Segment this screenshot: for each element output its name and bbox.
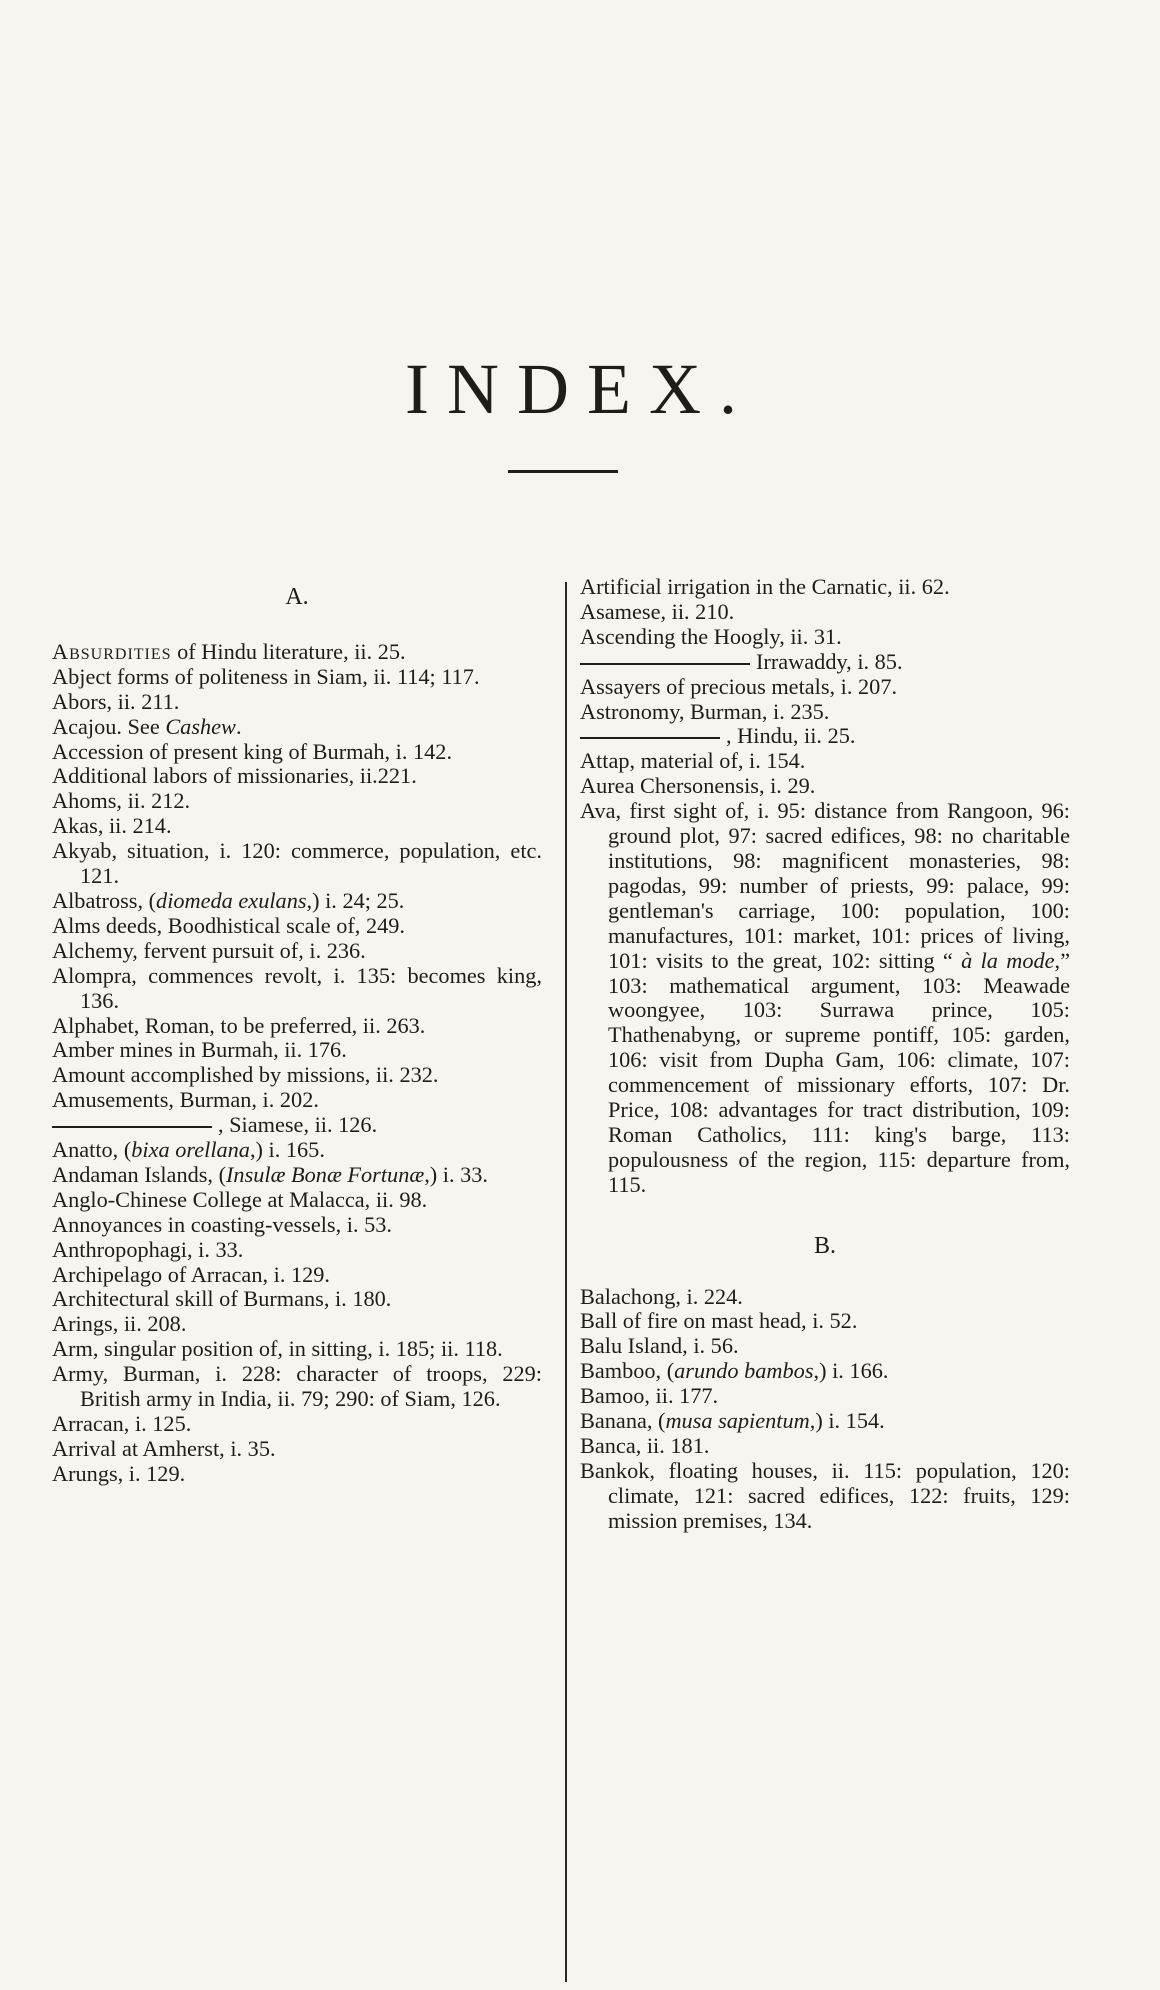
index-entry-text: Archipelago of Arracan, i. 129. xyxy=(52,1261,330,1287)
index-entry-text: Banana, (musa sapientum,) i. 154. xyxy=(580,1408,885,1434)
right-entries-b xyxy=(580,1285,1070,1534)
index-entry-text: Akyab, situation, i. 120: commerce, population, etc. 121. xyxy=(52,838,542,889)
index-entry xyxy=(580,1285,1070,1310)
index-entry xyxy=(52,1163,542,1188)
index-entry xyxy=(52,1063,542,1088)
index-entry-text: Artificial irrigation in the Carnatic, ii. 62. xyxy=(580,574,950,599)
index-entry-text: Amusements, Burman, i. 202. xyxy=(52,1087,319,1113)
index-entry xyxy=(580,600,1070,625)
index-entry xyxy=(52,939,542,964)
index-entry xyxy=(52,1113,542,1138)
index-entry xyxy=(52,1362,542,1412)
index-entry-text: Assayers of precious metals, i. 207. xyxy=(580,673,898,699)
index-entry xyxy=(580,575,1070,600)
right-entries-a xyxy=(580,575,1070,1198)
index-entry-text: Ascending the Hoogly, ii. 31. xyxy=(580,623,842,649)
left-entries xyxy=(52,640,542,1487)
index-entry-text: Abject forms of politeness in Siam, ii. 114; 117. xyxy=(52,663,480,689)
index-entry-text: Anatto, (bixa orellana,) i. 165. xyxy=(52,1137,325,1163)
index-entry-text: Amber mines in Burmah, ii. 176. xyxy=(52,1037,347,1063)
index-entry xyxy=(580,1309,1070,1334)
index-entry xyxy=(52,1462,542,1487)
index-entry-text: Alphabet, Roman, to be preferred, ii. 263. xyxy=(52,1012,426,1038)
index-entry-text: Abors, ii. 211. xyxy=(52,688,180,714)
index-entry-text: Andaman Islands, (Insulæ Bonæ Fortunæ,) i. 33. xyxy=(52,1161,489,1187)
index-entry xyxy=(580,1409,1070,1434)
repeat-dash xyxy=(580,737,720,739)
page-title: INDEX. xyxy=(405,349,755,429)
index-entry xyxy=(52,1312,542,1337)
right-column xyxy=(580,575,1070,1534)
index-entry-text: Aurea Chersonensis, i. 29. xyxy=(580,773,816,799)
index-entry-text: Alms deeds, Boodhistical scale of, 249. xyxy=(52,912,405,938)
index-entry xyxy=(580,749,1070,774)
index-entry-text: Ahoms, ii. 212. xyxy=(52,788,191,814)
index-entry-text: Arracan, i. 125. xyxy=(52,1411,192,1436)
index-entry xyxy=(580,1384,1070,1409)
index-entry xyxy=(52,715,542,740)
repeat-dash xyxy=(580,663,750,665)
index-entry-text: Arings, ii. 208. xyxy=(52,1311,187,1337)
index-entry xyxy=(52,1337,542,1362)
index-entry xyxy=(52,1188,542,1213)
index-entry-text: Astronomy, Burman, i. 235. xyxy=(580,698,830,724)
index-entry-text: Anglo-Chinese College at Malacca, ii. 98. xyxy=(52,1186,428,1212)
index-entry xyxy=(580,650,1070,675)
repeat-dash xyxy=(52,1126,212,1128)
index-entry-text: Acajou. See Cashew. xyxy=(52,713,242,739)
column-divider xyxy=(565,582,567,1982)
index-entry-text: Annoyances in coasting-vessels, i. 53. xyxy=(52,1211,392,1237)
index-entry xyxy=(580,1434,1070,1459)
index-entry xyxy=(580,1459,1070,1534)
index-entry-text: Balu Island, i. 56. xyxy=(580,1333,739,1359)
index-entry-text: Bamoo, ii. 177. xyxy=(580,1383,719,1409)
index-entry xyxy=(52,839,542,889)
index-entry xyxy=(580,1359,1070,1384)
index-entry xyxy=(52,1138,542,1163)
index-entry xyxy=(52,1238,542,1263)
index-entry xyxy=(52,665,542,690)
index-entry-text: Ball of fire on mast head, i. 52. xyxy=(580,1308,858,1334)
index-entry-text: Akas, ii. 214. xyxy=(52,813,172,839)
index-entry-text: Alchemy, fervent pursuit of, i. 236. xyxy=(52,937,366,963)
index-entry xyxy=(52,814,542,839)
index-entry-text: Albatross, (diomeda exulans,) i. 24; 25. xyxy=(52,887,405,913)
index-entry xyxy=(580,799,1070,1198)
index-entry xyxy=(52,764,542,789)
index-entry xyxy=(52,789,542,814)
index-entry xyxy=(52,1437,542,1462)
index-entry-text: Accession of present king of Burmah, i. 142. xyxy=(52,738,453,764)
index-entry xyxy=(580,675,1070,700)
index-entry-text: Arm, singular position of, in sitting, i. 185; ii. 118. xyxy=(52,1336,503,1362)
index-entry xyxy=(580,724,1070,749)
index-entry-text: Bamboo, (arundo bambos,) i. 166. xyxy=(580,1358,889,1384)
index-entry-text: , Siamese, ii. 126. xyxy=(218,1112,378,1138)
index-entry xyxy=(580,625,1070,650)
index-entry-text: Anthropophagi, i. 33. xyxy=(52,1236,244,1262)
index-entry-text: Irrawaddy, i. 85. xyxy=(756,648,903,674)
index-entry xyxy=(52,1412,542,1437)
left-column xyxy=(52,575,542,1487)
index-entry xyxy=(52,690,542,715)
index-entry xyxy=(52,640,542,665)
index-entry-text: Arrival at Amherst, i. 35. xyxy=(52,1435,276,1461)
index-entry xyxy=(52,1014,542,1039)
index-entry-text: Bankok, floating houses, ii. 115: population, 120: climate, 121: sacred edifices, 122: fruits, 129: mission premises, 134. xyxy=(580,1457,1070,1533)
section-letter-b: B. xyxy=(813,1232,836,1259)
index-entry-text: Asamese, ii. 210. xyxy=(580,598,735,624)
index-entry-text: Amount accomplished by missions, ii. 232. xyxy=(52,1062,439,1088)
index-entry-text: Alompra, commences revolt, i. 135: becomes king, 136. xyxy=(52,962,542,1013)
index-entry xyxy=(580,774,1070,799)
index-entry-text: Architectural skill of Burmans, i. 180. xyxy=(52,1286,392,1312)
index-entry-text: Balachong, i. 224. xyxy=(580,1283,743,1309)
index-entry xyxy=(52,1263,542,1288)
index-entry-text: Army, Burman, i. 228: character of troops, 229: British army in India, ii. 79; 290: of Siam, 126. xyxy=(52,1361,542,1412)
index-entry xyxy=(52,914,542,939)
index-entry-text: Arungs, i. 129. xyxy=(52,1460,186,1486)
index-entry xyxy=(52,740,542,765)
index-entry xyxy=(52,964,542,1014)
index-entry xyxy=(52,1038,542,1063)
index-entry xyxy=(52,889,542,914)
index-entry-text: Banca, ii. 181. xyxy=(580,1433,710,1458)
index-entry-text: Attap, material of, i. 154. xyxy=(580,748,806,774)
index-entry-text: Additional labors of missionaries, ii.221. xyxy=(52,763,417,789)
index-entry xyxy=(580,700,1070,725)
index-entry xyxy=(52,1088,542,1113)
title-rule xyxy=(508,470,618,473)
section-letter-a: A. xyxy=(285,584,309,610)
index-entry xyxy=(52,1213,542,1238)
index-entry-text: Ava, first sight of, i. 95: distance from Rangoon, 96: ground plot, 97: sacred edifices, 98: no charitable institutions, 98: magnificent monasteries, 98: pagodas, 99: number of priests, 99: palace, 99: gentleman's carriage, 100: population, 100: manufactures, 101: market, 101: prices of living, 101: visits to the great, 102: sitting “ à la mode,” 103: mathematical argument, 103: Meawade woongyee, 103: Surrawa prince, 105: Thathenabyng, or supreme pontiff, 105: garden, 106: visit from Dupha Gam, 106: climate, 107: commencement of missionary efforts, 107: Dr. Price, 108: advantages for tract distribution, 109: Roman Catholics, 111: king's barge, 113: populousness of the region, 115: departure from, 115. xyxy=(580,798,1070,1197)
index-entry xyxy=(52,1287,542,1312)
index-entry-text: , Hindu, ii. 25. xyxy=(726,723,856,749)
index-entry-text: Absurdities of Hindu literature, ii. 25. xyxy=(52,638,406,664)
index-entry xyxy=(580,1334,1070,1359)
